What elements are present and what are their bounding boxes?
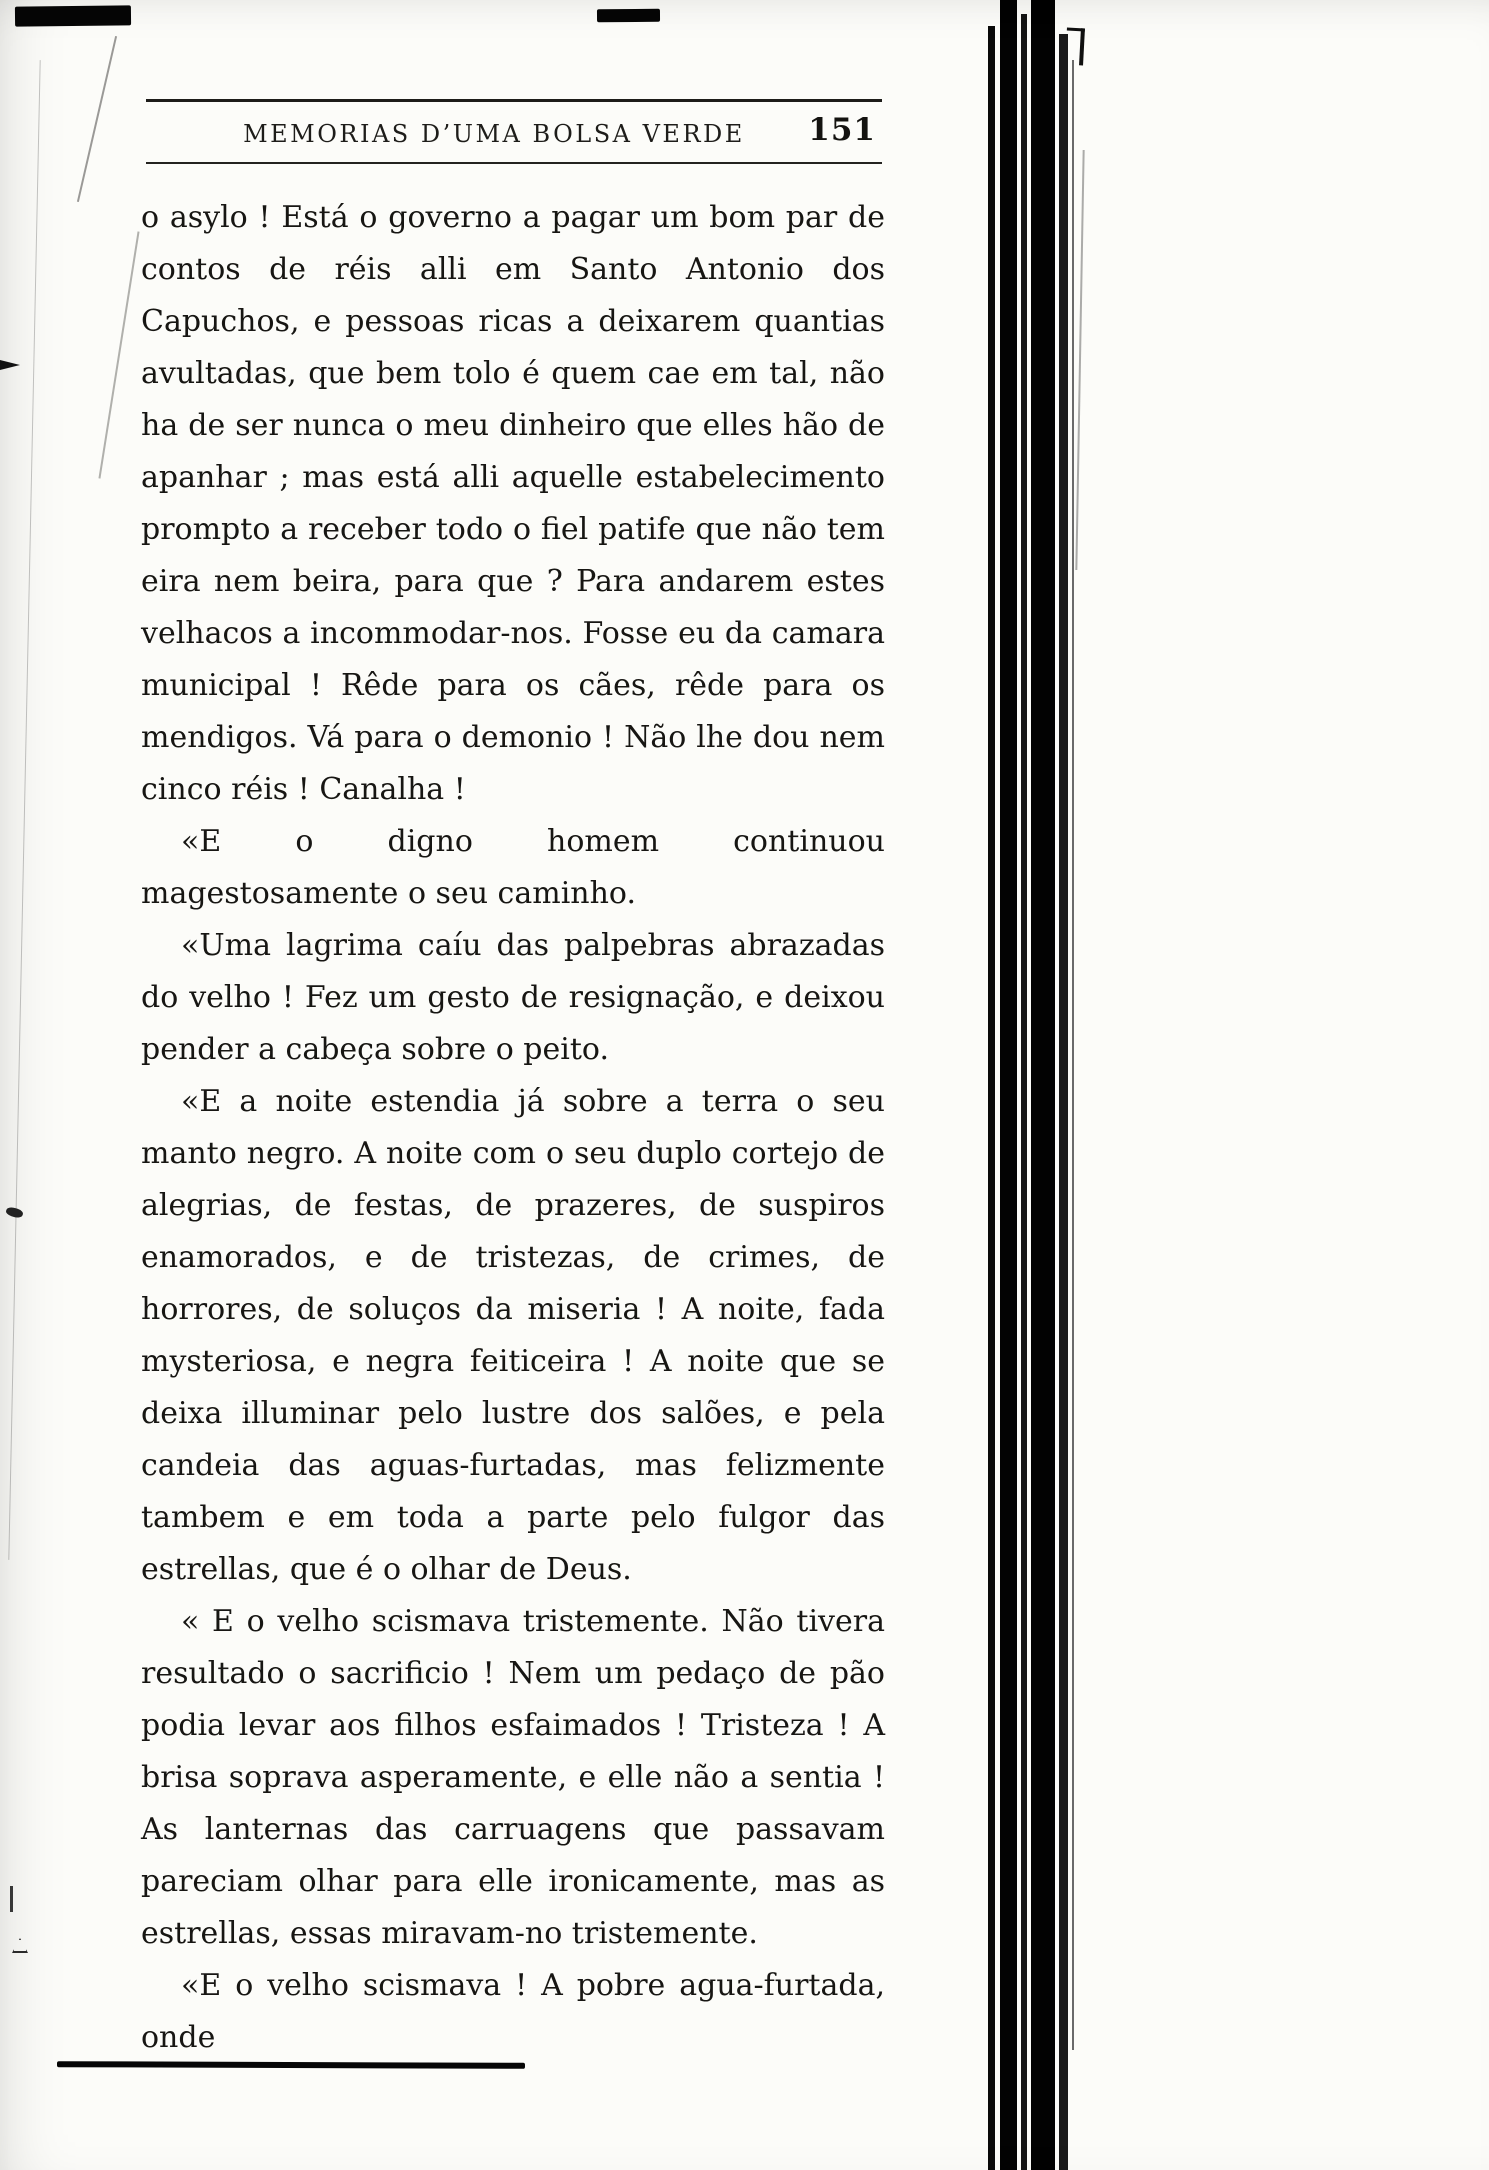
paragraph: «E a noite estendia já sobre a terra o seu manto negro. A noite com o seu duplo cortejo de alegrias, de festas, de prazeres, de suspiros enamorados, e de tristezas, de crimes, de horrores, de soluços da miseria ! A noite, fada mysteriosa, e negra feiticeira ! A noite que se deixa illuminar pelo lustre dos salões, e pela candeia das aguas-furtadas, mas felizmente tambem e em toda a parte pelo fulgor das estrellas, que é o olhar de Deus. xyxy=(141,1084,885,1587)
paragraph: «E o digno homem continuou magestosamente o seu caminho. xyxy=(141,824,885,911)
margin-mark xyxy=(10,1886,13,1912)
margin-mark xyxy=(5,1206,24,1220)
binding-stripe xyxy=(1000,0,1017,2170)
scan-smudge-top-left xyxy=(15,5,131,26)
bottom-scan-line xyxy=(57,2061,525,2069)
paragraph: « E o velho scismava tristemente. Não tivera resultado o sacrificio ! Nem um pedaço de pão podia levar aos filhos esfaimados ! Tristeza ! A brisa soprava asperamente, e elle não a sentia ! As lanternas das carruagens que passavam pareciam olhar para elle ironicamente, mas as estrellas, essas miravam-no tristemente. xyxy=(141,1604,885,1951)
header-rule-bottom xyxy=(146,162,882,164)
paragraph: «E o velho scismava ! A pobre agua-furtada, onde xyxy=(141,1968,885,2055)
crease-mark xyxy=(77,36,117,202)
body-text xyxy=(141,192,885,2064)
scan-smudge-top-center xyxy=(597,9,660,22)
paragraph: o asylo ! Está o governo a pagar um bom par de contos de réis alli em Santo Antonio dos Capuchos, e pessoas ricas a deixarem quantias avultadas, que bem tolo é quem cae em tal, não ha de ser nunca o meu dinheiro que elles hão de apanhar ; mas está alli aquelle estabelecimento prompto a receber todo o fiel patife que não tem eira nem beira, para que ? Para andarem estes velhacos a incommodar-nos. Fosse eu da camara municipal ! Rêde para os cães, rêde para os mendigos. Vá para o demonio ! Não lhe dou nem cinco réis ! Canalha ! xyxy=(141,200,885,807)
binding-stripe xyxy=(1059,34,1068,2170)
page-header xyxy=(146,112,882,156)
binding-stripe xyxy=(988,26,995,2170)
margin-mark xyxy=(0,360,20,370)
page-edge-line-left xyxy=(8,60,40,1560)
margin-mark xyxy=(12,1938,28,1953)
scan-mark-top-right xyxy=(1065,28,1085,66)
binding-shadow xyxy=(988,0,1088,2170)
page-number: 151 xyxy=(808,112,876,148)
paragraph: «Uma lagrima caíu das palpebras abrazadas do velho ! Fez um gesto de resignação, e deixou pender a cabeça sobre o peito. xyxy=(141,928,885,1067)
binding-stripe xyxy=(1021,14,1027,2170)
binding-stripe xyxy=(1031,0,1055,2170)
running-title: MEMORIAS D’UMA BOLSA VERDE xyxy=(243,120,745,148)
header-rule-top xyxy=(146,99,882,102)
binding-stripe xyxy=(1072,60,1074,2050)
crease-mark xyxy=(98,231,139,478)
